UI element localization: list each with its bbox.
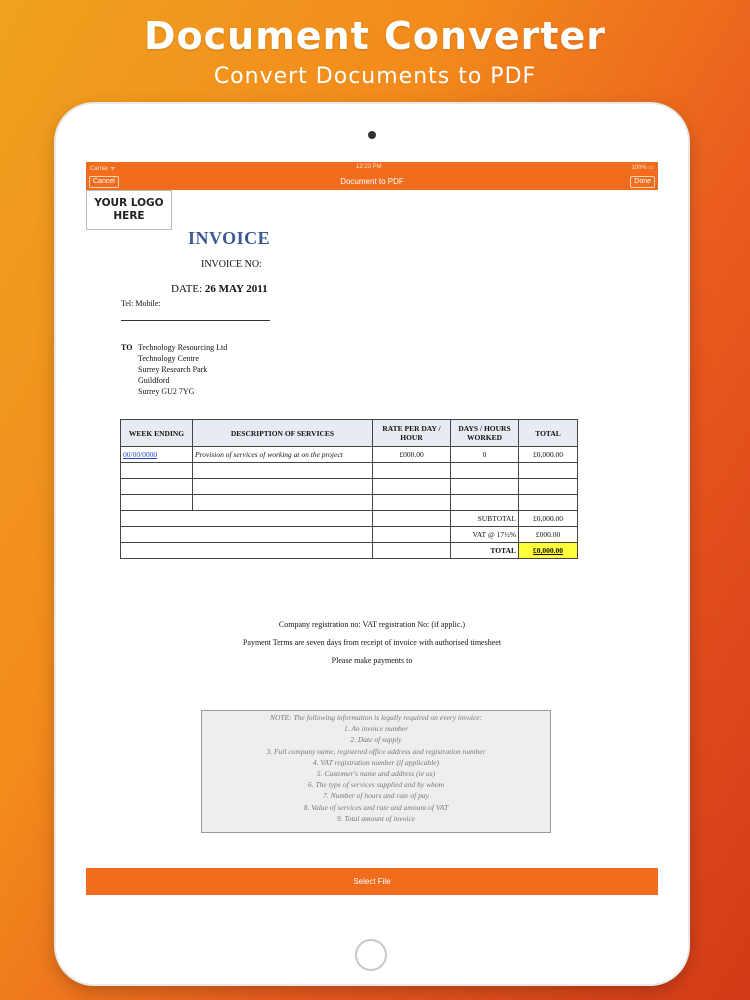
address-line: Technology Centre (138, 354, 199, 363)
total-row (121, 543, 578, 559)
payment-terms-line: Payment Terms are seven days from receipt of invoice with authorised timesheet (242, 638, 502, 647)
line-total-cell: £0,000.00 (519, 447, 578, 463)
note-line: 1. An invoice number (343, 724, 408, 734)
subtotal-label: SUBTOTAL (451, 511, 519, 527)
promo-subtitle: Convert Documents to PDF (213, 64, 537, 89)
table-row (121, 447, 578, 463)
nav-title: Document to PDF (340, 177, 404, 186)
note-line: 7. Number of hours and rate of pay (323, 791, 429, 801)
column-header: TOTAL (519, 420, 578, 447)
days-cell: 0 (451, 447, 519, 463)
table-row (121, 463, 578, 479)
column-header: DESCRIPTION OF SERVICES (193, 420, 373, 447)
status-bar (86, 162, 658, 174)
navigation-bar (86, 174, 658, 190)
table-header-row (121, 420, 578, 447)
invoice-number-label: INVOICE NO: (201, 259, 262, 270)
recipient-address (138, 342, 227, 397)
document-preview[interactable] (86, 190, 658, 870)
payment-instructions-line: Please make payments to (331, 656, 413, 665)
vat-label: VAT @ 17½% (451, 527, 519, 543)
invoice-heading: INVOICE (188, 228, 271, 248)
vat-value: £000.00 (519, 527, 578, 543)
table-row (121, 495, 578, 511)
total-label: TOTAL (451, 543, 519, 559)
date-label: DATE: (171, 283, 203, 295)
column-header: WEEK ENDING (121, 420, 193, 447)
battery-indicator: 100% ▭ (631, 165, 654, 171)
address-line: Surrey GU2 7YG (138, 387, 195, 396)
subtotal-row (121, 511, 578, 527)
service-description: Provision of services of working at on the project (193, 447, 373, 463)
table-row (121, 479, 578, 495)
tel-line: Tel: Mobile: (121, 299, 161, 308)
company-registration-line: Company registration no: VAT registration No: (if applic.) (278, 620, 466, 629)
vat-row (121, 527, 578, 543)
cancel-button[interactable]: Cancel (89, 176, 119, 188)
address-line: Technology Resourcing Ltd (138, 343, 228, 352)
legal-note-box (201, 710, 551, 833)
invoice-date (171, 283, 268, 295)
home-button[interactable] (355, 939, 387, 971)
invoice-table (120, 419, 578, 559)
app-screen (86, 162, 658, 926)
address-line: Guildford (138, 376, 170, 385)
carrier-label: Carrier ᯤ (90, 166, 116, 172)
to-label: TO (121, 343, 133, 352)
column-header: DAYS / HOURS WORKED (451, 420, 519, 447)
select-file-button[interactable]: Select File (86, 868, 658, 895)
note-line: 5. Customer's name and address (ie us) (316, 769, 436, 779)
note-line: 9. Total amount of invoice (336, 813, 416, 823)
logo-placeholder: YOUR LOGO HERE (86, 190, 172, 230)
clock: 12:23 PM (356, 164, 382, 170)
note-line: 3. Full company name, registered office address and registration number (266, 746, 486, 756)
date-value: 26 MAY 2011 (204, 283, 268, 295)
address-line: Surrey Research Park (138, 365, 208, 374)
note-line: 4. VAT registration number (if applicable) (312, 757, 440, 767)
week-ending-link[interactable]: 00/00/0000 (121, 447, 193, 463)
note-line: 2. Date of supply (350, 735, 402, 745)
promo-title: Document Converter (143, 14, 607, 58)
note-line: 6. The type of services supplied and by whom (307, 780, 445, 790)
note-line: 8. Value of services and rate and amount of VAT (303, 802, 449, 812)
camera-icon (368, 131, 376, 139)
note-line: NOTE: The following information is legally required on every invoice: (269, 713, 483, 722)
done-button[interactable]: Done (630, 176, 655, 188)
divider-line (121, 320, 270, 321)
tablet-frame (56, 104, 688, 984)
total-value: £0,000.00 (519, 543, 578, 559)
subtotal-value: £0,000.00 (519, 511, 578, 527)
column-header: RATE PER DAY / HOUR (373, 420, 451, 447)
rate-cell: £000.00 (373, 447, 451, 463)
